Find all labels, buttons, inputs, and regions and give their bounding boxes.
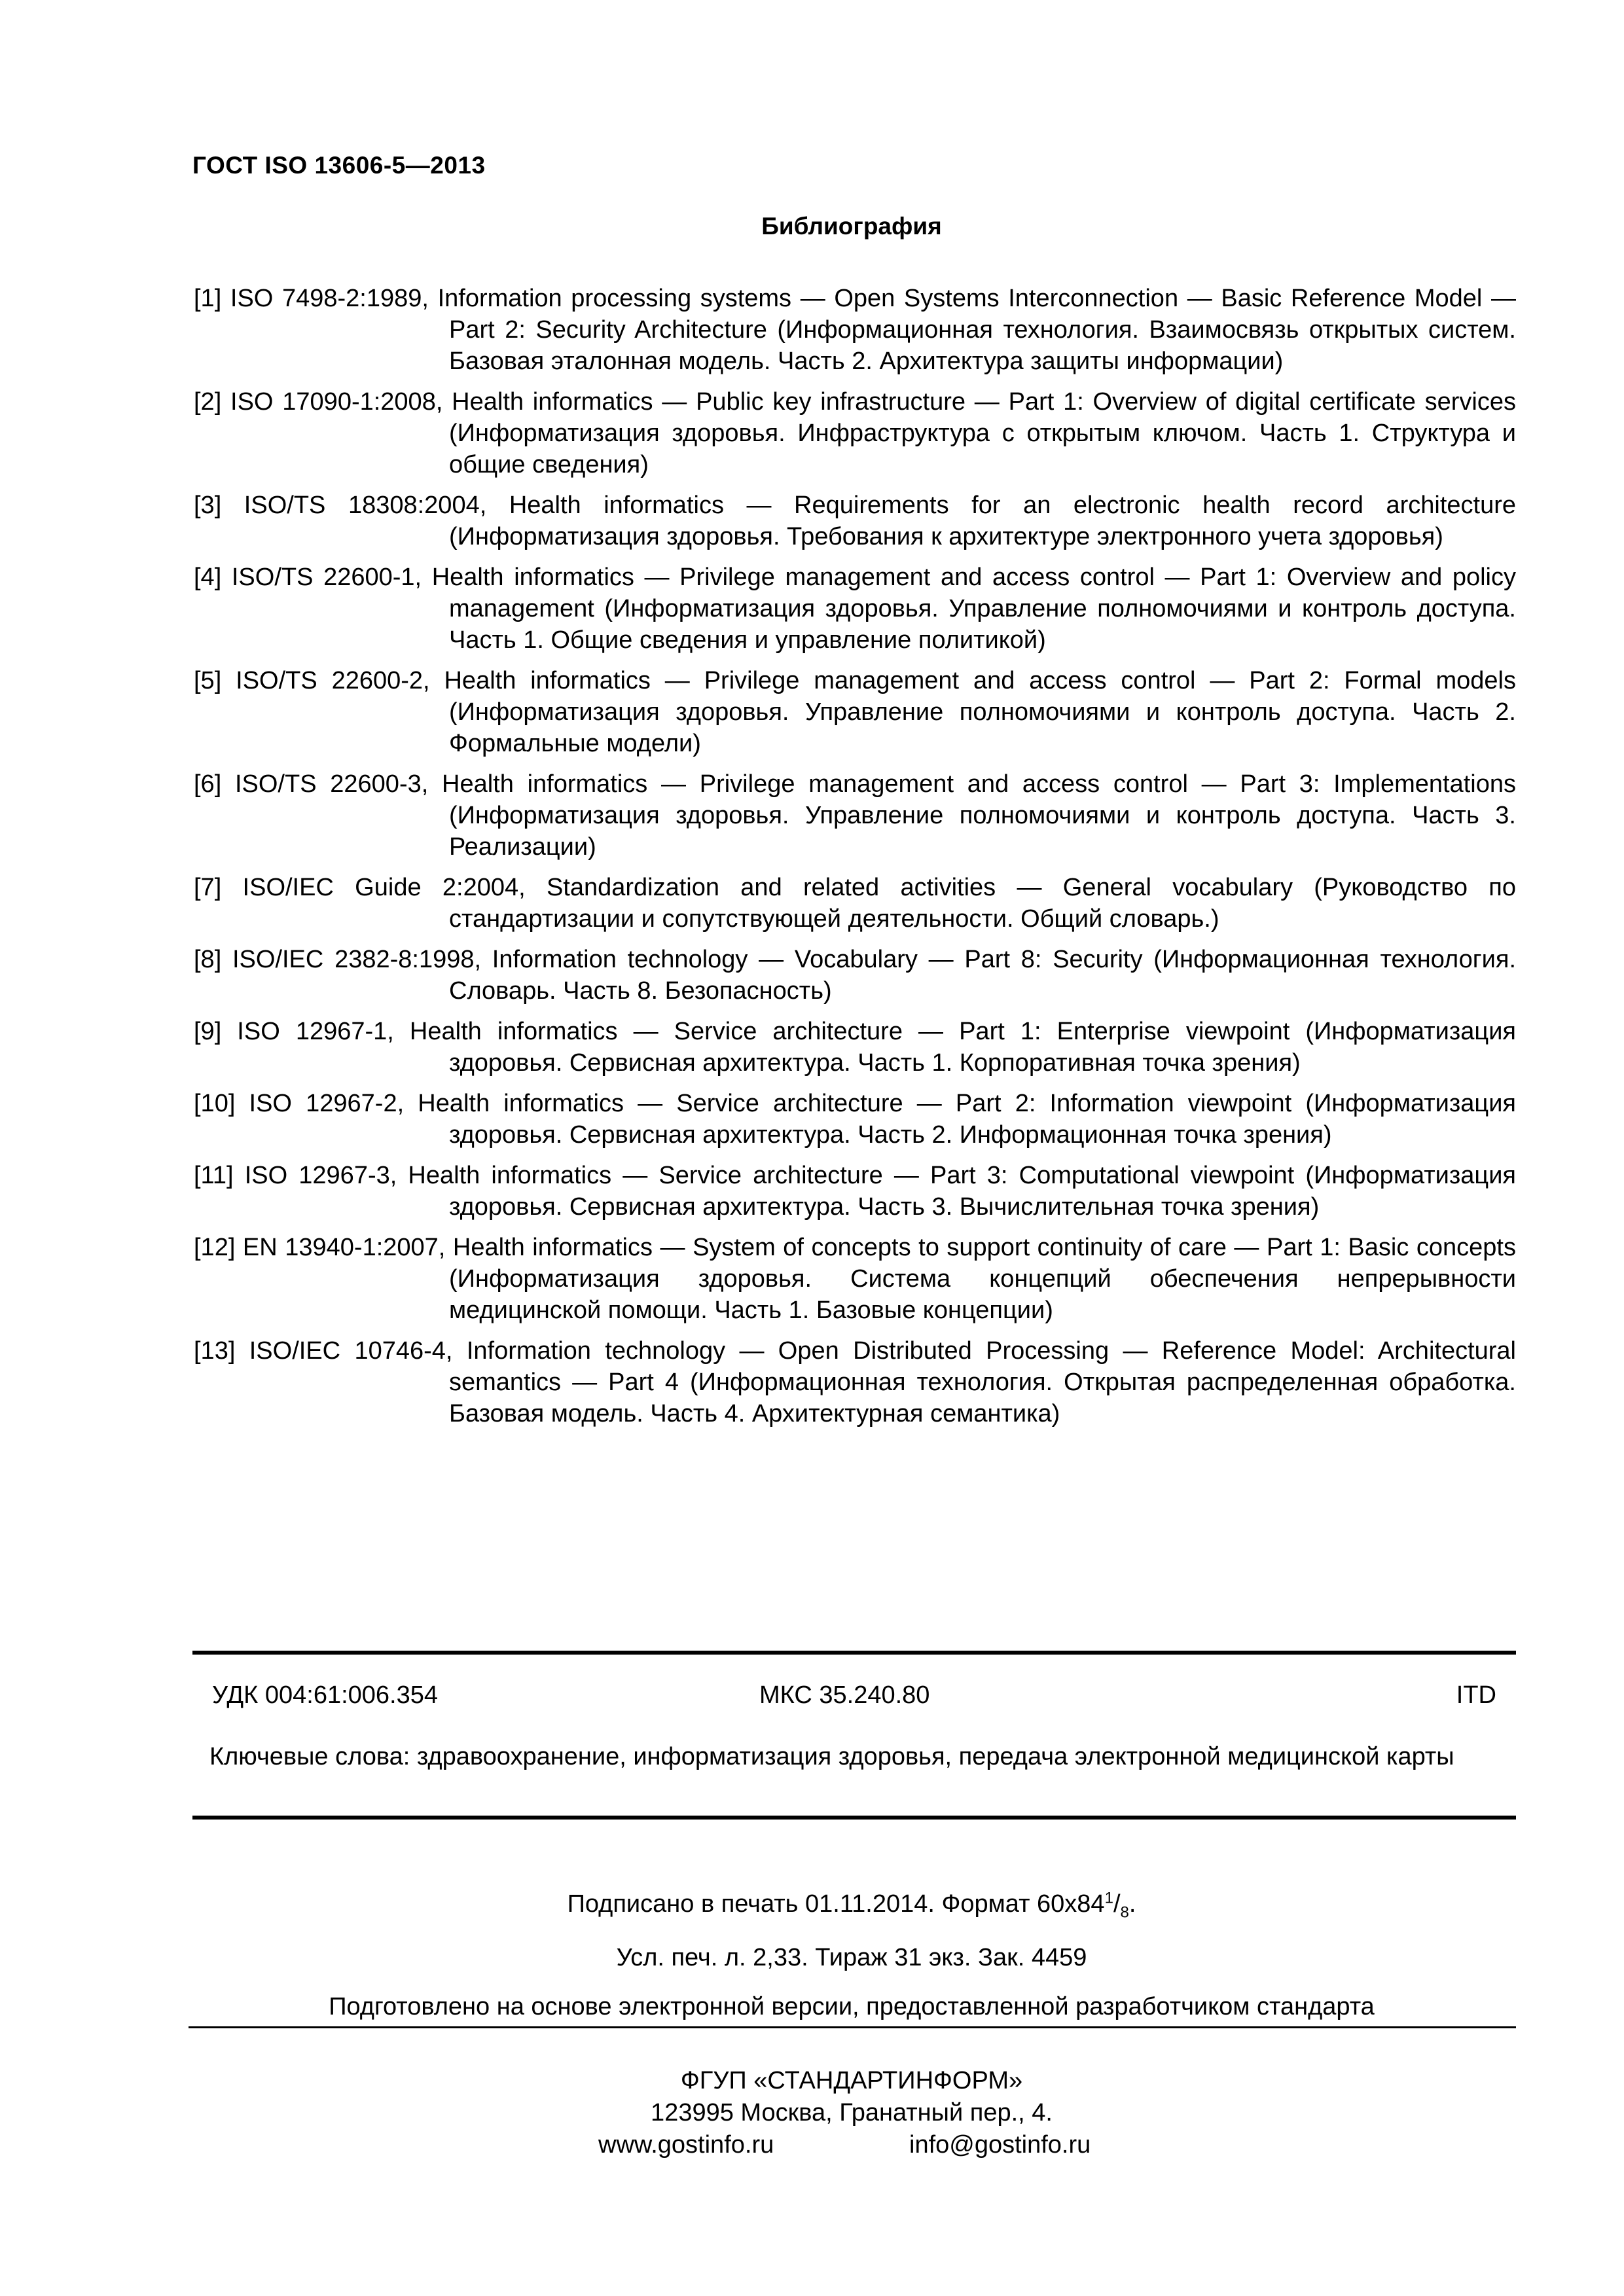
format-slash: /: [1113, 1890, 1121, 1918]
format-numerator: 1: [1104, 1889, 1113, 1907]
bibliography-entry: [1] ISO 7498-2:1989, Information processing systems — Open Systems Interconnection — Basic Reference Model — Part 2: Security Architecture (Информационная технология. Взаимосвязь открытых систем. Базовая эталонная модель. Часть 2. Архитектура защиты информации): [194, 285, 1516, 375]
bibliography-entry: [12] EN 13940-1:2007, Health informatics — System of concepts to support continuity of care — Part 1: Basic concepts (Информатизация здоровья. Система концепций обеспечения непрерывности медицинской помощи. Часть 1. Базовые концепции): [194, 1234, 1516, 1324]
publisher-address: 123995 Москва, Гранатный пер., 4.: [651, 2099, 1053, 2126]
bibliography-entry: [8] ISO/IEC 2382-8:1998, Information technology — Vocabulary — Part 8: Security (Информационная технология. Словарь. Часть 8. Безопасность): [194, 946, 1516, 1005]
bibliography-entry: [9] ISO 12967-1, Health informatics — Service architecture — Part 1: Enterprise viewpoint (Информатизация здоровья. Сервисная архитектура. Часть 1. Корпоративная точка зрения): [194, 1018, 1516, 1077]
format-denominator: 8: [1120, 1903, 1129, 1922]
bibliography-entry: [3] ISO/TS 18308:2004, Health informatics — Requirements for an electronic health record architecture (Информатизация здоровья. Требования к архитектуре электронного учета здоровья): [194, 492, 1516, 550]
section-title: Библиография: [761, 213, 942, 240]
publisher-website: www.gostinfo.ru: [598, 2131, 774, 2159]
udk-code: УДК 004:61:006.354: [212, 1681, 439, 1709]
bibliography-entry: [2] ISO 17090-1:2008, Health informatics — Public key infrastructure — Part 1: Overview of digital certificate services (Информатизация здоровья. Инфраструктура с открытым ключом. Часть 1. Структура и общие сведения): [194, 388, 1516, 478]
bibliography-entry: [10] ISO 12967-2, Health informatics — Service architecture — Part 2: Information viewpoint (Информатизация здоровья. Сервисная архитектура. Часть 2. Информационная точка зрения): [194, 1090, 1516, 1149]
bibliography-entry: [6] ISO/TS 22600-3, Health informatics — Privilege management and access control — Part 3: Implementations (Информатизация здоровья. Управление полномочиями и контроль доступа. Часть 3. Реализации): [194, 770, 1516, 861]
publisher-email: info@gostinfo.ru: [909, 2131, 1091, 2159]
bibliography-entry: [11] ISO 12967-3, Health informatics — Service architecture — Part 3: Computational viewpoint (Информатизация здоровья. Сервисная архитектура. Часть 3. Вычислительная точка зрения): [194, 1162, 1516, 1221]
classification-box: [192, 1651, 1516, 1820]
print-sheets: Усл. печ. л. 2,33. Тираж 31 экз. Зак. 4459: [616, 1944, 1087, 1971]
bibliography-entry: [13] ISO/IEC 10746-4, Information technology — Open Distributed Processing — Reference Model: Architectural semantics — Part 4 (Информационная технология. Открытая распределенная обработка. Базовая модель. Часть 4. Архитектурная семантика): [194, 1337, 1516, 1427]
document-code: ГОСТ ISO 13606-5—2013: [192, 152, 486, 179]
signed-to-print-text: Подписано в печать 01.11.2014. Формат 60x84: [567, 1890, 1105, 1918]
bibliography-entry: [5] ISO/TS 22600-2, Health informatics — Privilege management and access control — Part 2: Formal models (Информатизация здоровья. Управление полномочиями и контроль доступа. Часть 2. Формальные модели): [194, 667, 1516, 757]
itd-code: ITD: [1456, 1681, 1496, 1709]
publisher-name: ФГУП «СТАНДАРТИНФОРМ»: [680, 2067, 1023, 2094]
mks-code: МКС 35.240.80: [759, 1681, 930, 1709]
bibliography-list: [194, 283, 1516, 1439]
bibliography-entry: [7] ISO/IEC Guide 2:2004, Standardization and related activities — General vocabulary (Руководство по стандартизации и сопутствующей деятельности. Общий словарь.): [194, 874, 1516, 933]
bibliography-entry: [4] ISO/TS 22600-1, Health informatics — Privilege management and access control — Part 1: Overview and policy management (Информатизация здоровья. Управление полномочиями и контроль доступа. Часть 1. Общие сведения и управление политикой): [194, 564, 1516, 654]
imprint-divider: [189, 2026, 1516, 2028]
prepared-from-note: Подготовлено на основе электронной версии, предоставленной разработчиком стандарта: [329, 1993, 1375, 2020]
signed-to-print-suffix: .: [1128, 1890, 1136, 1918]
signed-to-print: [0, 1888, 1624, 1920]
keywords: Ключевые слова: здравоохранение, информатизация здоровья, передача электронной медицинской карты: [209, 1743, 1454, 1770]
